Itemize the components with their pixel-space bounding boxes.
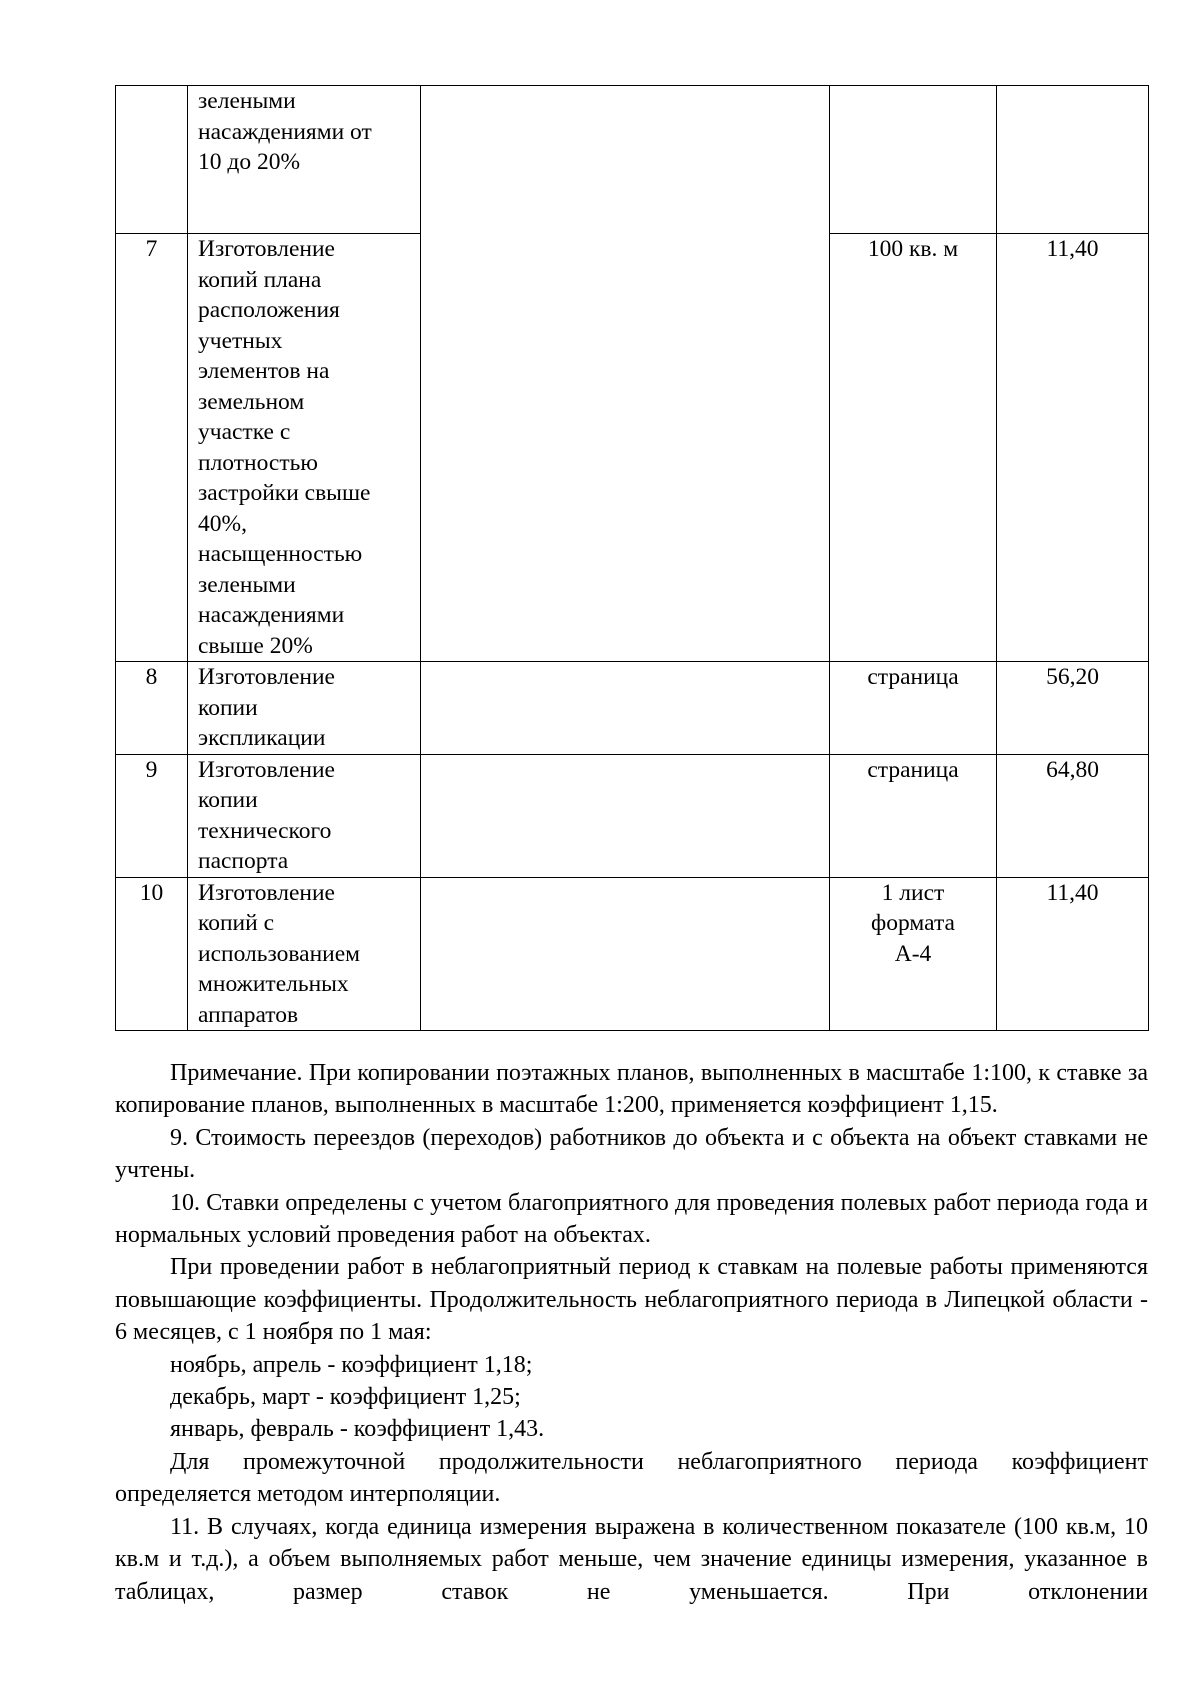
row-description-cell <box>421 86 830 662</box>
row-name-line: зелеными <box>198 571 296 598</box>
coefficient-line: ноябрь, апрель - коэффициент 1,18; <box>170 1351 533 1378</box>
note-paragraph: При проведении работ в неблагоприятный период к ставкам на полевые работы применяются повышающие коэффициенты. Продолжительность неблагоприятного периода в Липецкой области - 6 месяцев, с 1 ноября по 1 мая: <box>115 1254 1148 1346</box>
row-name-line: Изготовление <box>198 664 335 690</box>
row-name-cell <box>188 754 421 877</box>
row-name-line: плотностью <box>198 449 318 476</box>
tariff-table <box>115 85 1149 1031</box>
row-name-line: 10 до 20% <box>198 149 301 175</box>
row-name-line: паспорта <box>198 848 289 874</box>
row-name-line: аппаратов <box>198 1001 299 1028</box>
table-row <box>116 754 1149 877</box>
row-number-cell: 8 <box>116 662 188 755</box>
row-number-cell: 10 <box>116 877 188 1031</box>
row-name-line: элементов на <box>198 358 330 384</box>
row-unit-cell <box>830 877 997 1031</box>
row-name-line: земельном <box>198 388 305 415</box>
row-name-line: 40%, <box>198 510 247 537</box>
row-number-cell <box>116 86 188 234</box>
row-name-line: экспликации <box>198 725 326 751</box>
row-name-cell <box>188 662 421 755</box>
row-name-cell <box>188 86 421 234</box>
row-name-line: участке с <box>198 419 291 445</box>
row-unit-line: 1 лист <box>881 879 945 906</box>
note-paragraph: Для промежуточной продолжительности неблагоприятного периода коэффициент определяется методом интерполяции. <box>115 1448 1148 1508</box>
notes-section <box>115 1057 1148 1608</box>
row-unit-cell <box>830 86 997 234</box>
row-name-cell <box>188 234 421 662</box>
row-name-line: технического <box>198 817 332 844</box>
row-price-cell: 56,20 <box>997 662 1149 755</box>
row-name-line: Изготовление <box>198 879 335 906</box>
row-name-line: зелеными <box>198 88 296 114</box>
row-name-line: расположения <box>198 297 340 323</box>
row-unit-cell <box>830 662 997 755</box>
table-row <box>116 86 1149 234</box>
row-name-line: копии <box>198 787 258 813</box>
row-unit-line: страница <box>867 664 959 690</box>
row-name-line: копий с <box>198 910 275 936</box>
row-name-line: Изготовление <box>198 756 335 783</box>
row-price-cell: 64,80 <box>997 754 1149 877</box>
row-unit-cell <box>830 234 997 662</box>
row-name-line: застройки свыше <box>198 480 371 506</box>
coefficient-line: январь, февраль - коэффициент 1,43. <box>170 1416 545 1443</box>
row-description-cell <box>421 877 830 1031</box>
row-unit-line: 100 кв. м <box>867 236 959 262</box>
row-price-cell: 11,40 <box>997 877 1149 1031</box>
note-paragraph: 10. Ставки определены с учетом благоприятного для проведения полевых работ периода года и нормальных условий проведения работ на объектах. <box>115 1189 1148 1249</box>
row-name-line: копий плана <box>198 266 322 293</box>
row-price-cell <box>997 86 1149 234</box>
row-name-line: свыше 20% <box>198 632 313 659</box>
row-price-cell: 11,40 <box>997 234 1149 662</box>
row-unit-cell <box>830 754 997 877</box>
note-paragraph: 11. В случаях, когда единица измерения выражена в количественном показателе (100 кв.м, 10 кв.м и т.д.), а объем выполняемых работ меньше, чем значение единицы измерения, указанное в таблицах, размер ставок не уменьшается. При отклонении <box>115 1513 1148 1605</box>
row-name-line: учетных <box>198 327 283 354</box>
table-row <box>116 877 1149 1031</box>
coefficient-line: декабрь, март - коэффициент 1,25; <box>170 1384 521 1411</box>
row-description-cell <box>421 662 830 755</box>
row-description-cell <box>421 754 830 877</box>
row-name-line: насыщенностью <box>198 541 363 567</box>
row-name-line: множительных <box>198 971 349 997</box>
row-name-line: насаждениями от <box>198 118 372 145</box>
note-paragraph: Примечание. При копировании поэтажных планов, выполненных в масштабе 1:100, к ставке за копирование планов, выполненных в масштабе 1:200, применяется коэффициент 1,15. <box>115 1060 1148 1119</box>
note-paragraph: 9. Стоимость переездов (переходов) работников до объекта и с объекта на объект ставками не учтены. <box>115 1124 1148 1184</box>
row-name-line: копии <box>198 694 258 721</box>
row-name-line: Изготовление <box>198 236 335 262</box>
row-name-line: насаждениями <box>198 602 345 628</box>
table-row <box>116 662 1149 755</box>
row-unit-line: формата <box>871 910 955 936</box>
row-name-line: использованием <box>198 940 361 967</box>
row-number-cell: 7 <box>116 234 188 662</box>
row-number-cell: 9 <box>116 754 188 877</box>
row-unit-line: А-4 <box>894 940 932 967</box>
row-name-cell <box>188 877 421 1031</box>
row-unit-line: страница <box>867 756 959 783</box>
